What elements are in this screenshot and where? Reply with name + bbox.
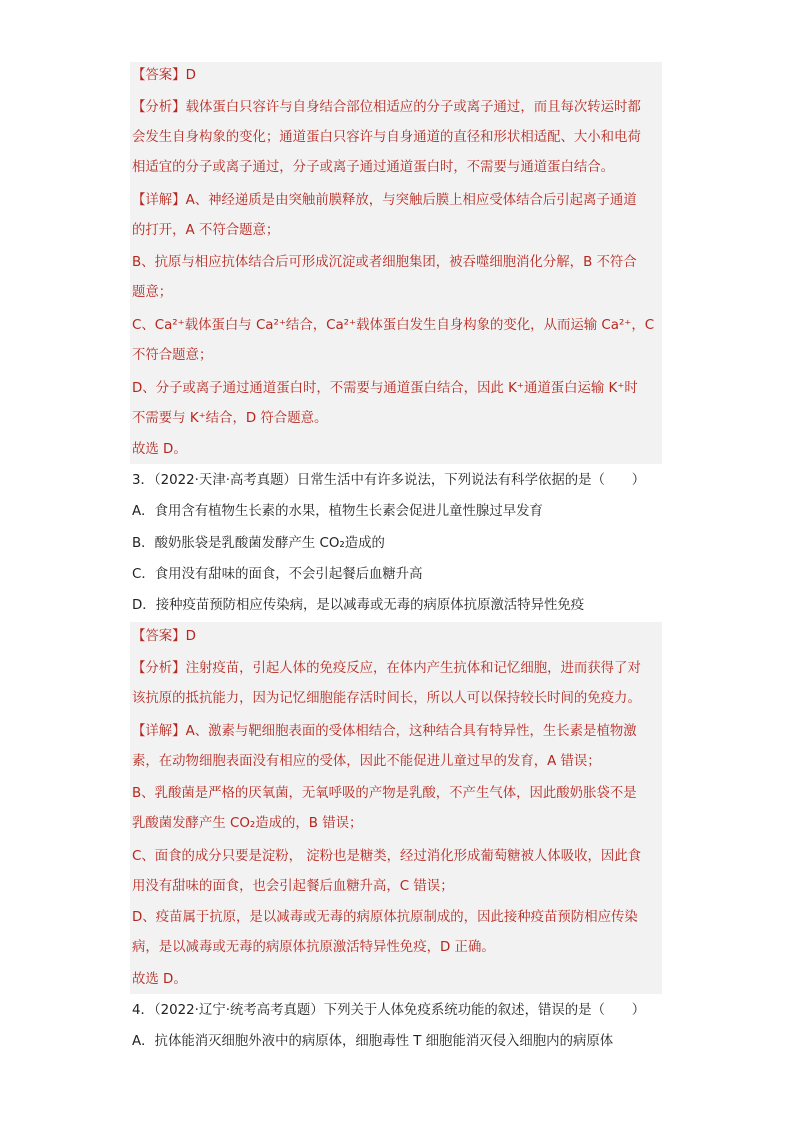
- answer-tag: 【答案】: [132, 629, 186, 644]
- analysis-line: [132, 98, 660, 118]
- answer-line: [132, 66, 660, 86]
- detail-text: 的打开，A 不符合题意；: [132, 223, 280, 238]
- detail-text: C、面食的成分只要是淀粉， 淀粉也是糖类，经过消化形成葡萄糖被人体吸收，因此食: [132, 849, 642, 864]
- question-3-option-a: A．食用含有植物生长素的水果，植物生长素会促进儿童性腺过早发育: [132, 504, 543, 519]
- analysis-text: 注射疫苗，引起人体的免疫反应，在体内产生抗体和记忆细胞，进而获得了对: [185, 661, 641, 676]
- question-3-option-b: B．酸奶胀袋是乳酸菌发酵产生 CO₂造成的: [132, 536, 385, 551]
- detail-text: 不符合题意；: [132, 348, 213, 363]
- answer-line: [132, 627, 660, 647]
- answer-tag: 【答案】: [132, 68, 186, 83]
- detail-text: D、分子或离子通过通道蛋白时，不需要与通道蛋白结合，因此 K⁺通道蛋白运输 K⁺时: [132, 381, 638, 396]
- question-3-option-c: C．食用没有甜味的面食，不会引起餐后血糖升高: [132, 567, 423, 582]
- analysis-tag: 【分析】: [132, 661, 186, 676]
- detail-text: 不需要与 K⁺结合，D 符合题意。: [132, 411, 328, 426]
- conclusion-text: 故选 D。: [132, 442, 187, 457]
- analysis-text: 相适宜的分子或离子通过，分子或离子通过通道蛋白时，不需要与通道蛋白结合。: [132, 160, 615, 175]
- analysis-text: 会发生自身构象的变化；通道蛋白只容许与自身通道的直径和形状相适配、大小和电荷: [132, 130, 641, 145]
- detail-text: 乳酸菌发酵产生 CO₂造成的，B 错误；: [132, 816, 363, 831]
- answer-value: D: [185, 68, 196, 83]
- conclusion-text: 故选 D。: [132, 972, 187, 987]
- detail-tag: 【详解】: [132, 724, 186, 739]
- detail-text: 素，在动物细胞表面没有相应的受体，因此不能促进儿童过早的发育，A 错误；: [132, 754, 601, 769]
- detail-text: A、神经递质是由突触前膜释放，与突触后膜上相应受体结合后引起离子通道: [185, 193, 637, 208]
- question-4-stem: 4．（2022·辽宁·统考高考真题）下列关于人体免疫系统功能的叙述，错误的是（ ）: [132, 1003, 646, 1018]
- answer-value: D: [185, 629, 196, 644]
- detail-text: 病，是以减毒或无毒的病原体抗原激活特异性免疫，D 正确。: [132, 940, 495, 955]
- detail-tag: 【详解】: [132, 193, 186, 208]
- question-4-option-a: A．抗体能消灭细胞外液中的病原体，细胞毒性 T 细胞能消灭侵入细胞内的病原体: [132, 1034, 614, 1049]
- analysis-text: 载体蛋白只容许与自身结合部位相适应的分子或离子通过，而且每次转运时都: [185, 100, 641, 115]
- question-3-option-d: D．接种疫苗预防相应传染病，是以减毒或无毒的病原体抗原激活特异性免疫: [132, 598, 585, 613]
- analysis-text: 该抗原的抵抗能力，因为记忆细胞能存活时间长，所以人可以保持较长时间的免疫力。: [132, 691, 641, 706]
- detail-text: B、抗原与相应抗体结合后可形成沉淀或者细胞集团，被吞噬细胞消化分解，B 不符合: [132, 255, 637, 270]
- question-3-stem: 3．（2022·天津·高考真题）日常生活中有许多说法，下列说法有科学依据的是（ ）: [132, 473, 646, 488]
- detail-text: D、疫苗属于抗原，是以减毒或无毒的病原体抗原制成的，因此接种疫苗预防相应传染: [132, 910, 638, 925]
- detail-text: 题意；: [132, 285, 173, 300]
- detail-text: 用没有甜味的面食，也会引起餐后血糖升高，C 错误；: [132, 879, 454, 894]
- detail-text: A、激素与靶细胞表面的受体相结合，这种结合具有特异性，生长素是植物激: [185, 724, 637, 739]
- detail-line: [132, 191, 660, 211]
- detail-text: C、Ca²⁺载体蛋白与 Ca²⁺结合，Ca²⁺载体蛋白发生自身构象的变化，从而运输 Ca²⁺，C: [132, 318, 655, 333]
- analysis-tag: 【分析】: [132, 100, 186, 115]
- detail-line: [132, 722, 660, 742]
- detail-text: B、乳酸菌是严格的厌氧菌，无氧呼吸的产物是乳酸，不产生气体，因此酸奶胀袋不是: [132, 786, 637, 801]
- analysis-line: [132, 659, 660, 679]
